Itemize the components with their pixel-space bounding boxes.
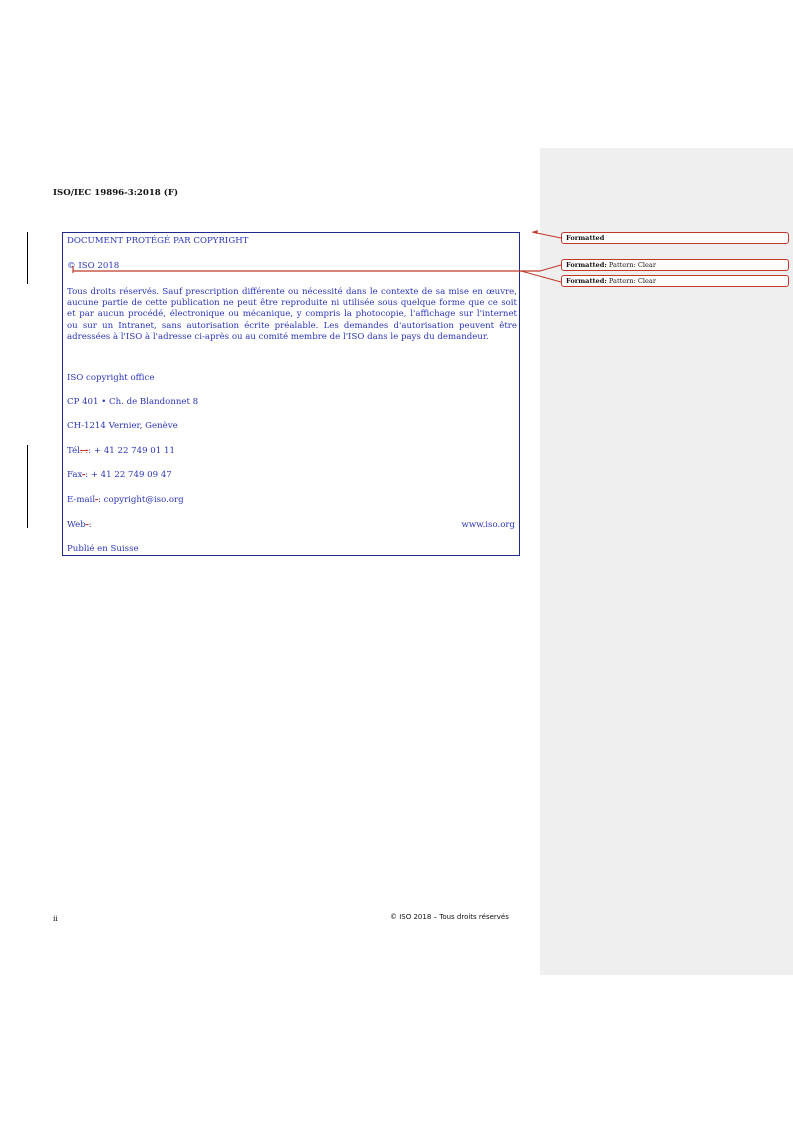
comment-balloon[interactable] — [561, 259, 789, 271]
address-line-1: CP 401 • Ch. de Blandonnet 8 — [67, 397, 199, 407]
tel-value: + 41 22 749 01 11 — [93, 446, 175, 456]
comment-label: Formatted: — [566, 277, 607, 285]
inserted-text: : — [98, 495, 101, 505]
comment-detail: Pattern: Clear — [608, 277, 657, 285]
comment-detail: Pattern: Clear — [608, 261, 657, 269]
fax-label: Fax — [67, 470, 83, 480]
connector-line — [521, 271, 561, 282]
office-name: ISO copyright office — [67, 373, 155, 383]
web-url-link[interactable]: www.iso.org — [461, 520, 515, 530]
deleted-text: - — [85, 520, 89, 530]
tel-label: Tél — [67, 446, 80, 456]
comment-balloon[interactable] — [561, 275, 789, 287]
inserted-text: : — [85, 470, 89, 480]
page-number: ii — [53, 914, 58, 923]
copyright-year: © ISO 2018 — [67, 261, 120, 271]
connector-line — [540, 265, 561, 271]
web-label: Web — [67, 520, 86, 530]
footer-copyright: © ISO 2018 – Tous droits réservés — [390, 913, 509, 921]
email-label: E-mail — [67, 495, 96, 505]
fax-value: + 41 22 749 09 47 — [90, 470, 172, 480]
inserted-text: : — [88, 446, 92, 456]
deleted-text: . : — [79, 446, 89, 456]
comment-label: Formatted — [566, 234, 605, 242]
published-in: Publié en Suisse — [67, 544, 139, 554]
comment-label: Formatted: — [566, 261, 607, 269]
connector-arrow — [532, 230, 538, 234]
copyright-paragraph: Tous droits réservés. Sauf prescription différente ou nécessité dans le contexte de sa mise en œuvre, aucune partie de cette publication ne peut être reproduite ni utilisée sous quelque forme que ce soit et par aucun procédé, électronique ou mécanique, y compris la photocopie, l'affichage sur l'internet ou sur un Intranet, sans autorisation écrite préalable. Les demandes d'autorisation peuvent être adressées à l'ISO à l'adresse ci-après ou au comité membre de l'ISO dans le pays du demandeur. — [67, 287, 517, 342]
deleted-text: - — [95, 495, 99, 505]
inserted-text: : — [88, 520, 92, 530]
comment-balloon[interactable] — [561, 232, 789, 244]
copyright-title: DOCUMENT PROTÉGÉ PAR COPYRIGHT — [67, 236, 249, 246]
email-value[interactable]: copyright@iso.org — [103, 495, 184, 505]
deleted-text: - — [82, 470, 86, 480]
document-id-header: ISO/IEC 19896-3:2018 (F) — [53, 188, 179, 198]
address-line-2: CH-1214 Vernier, Genève — [67, 421, 178, 431]
